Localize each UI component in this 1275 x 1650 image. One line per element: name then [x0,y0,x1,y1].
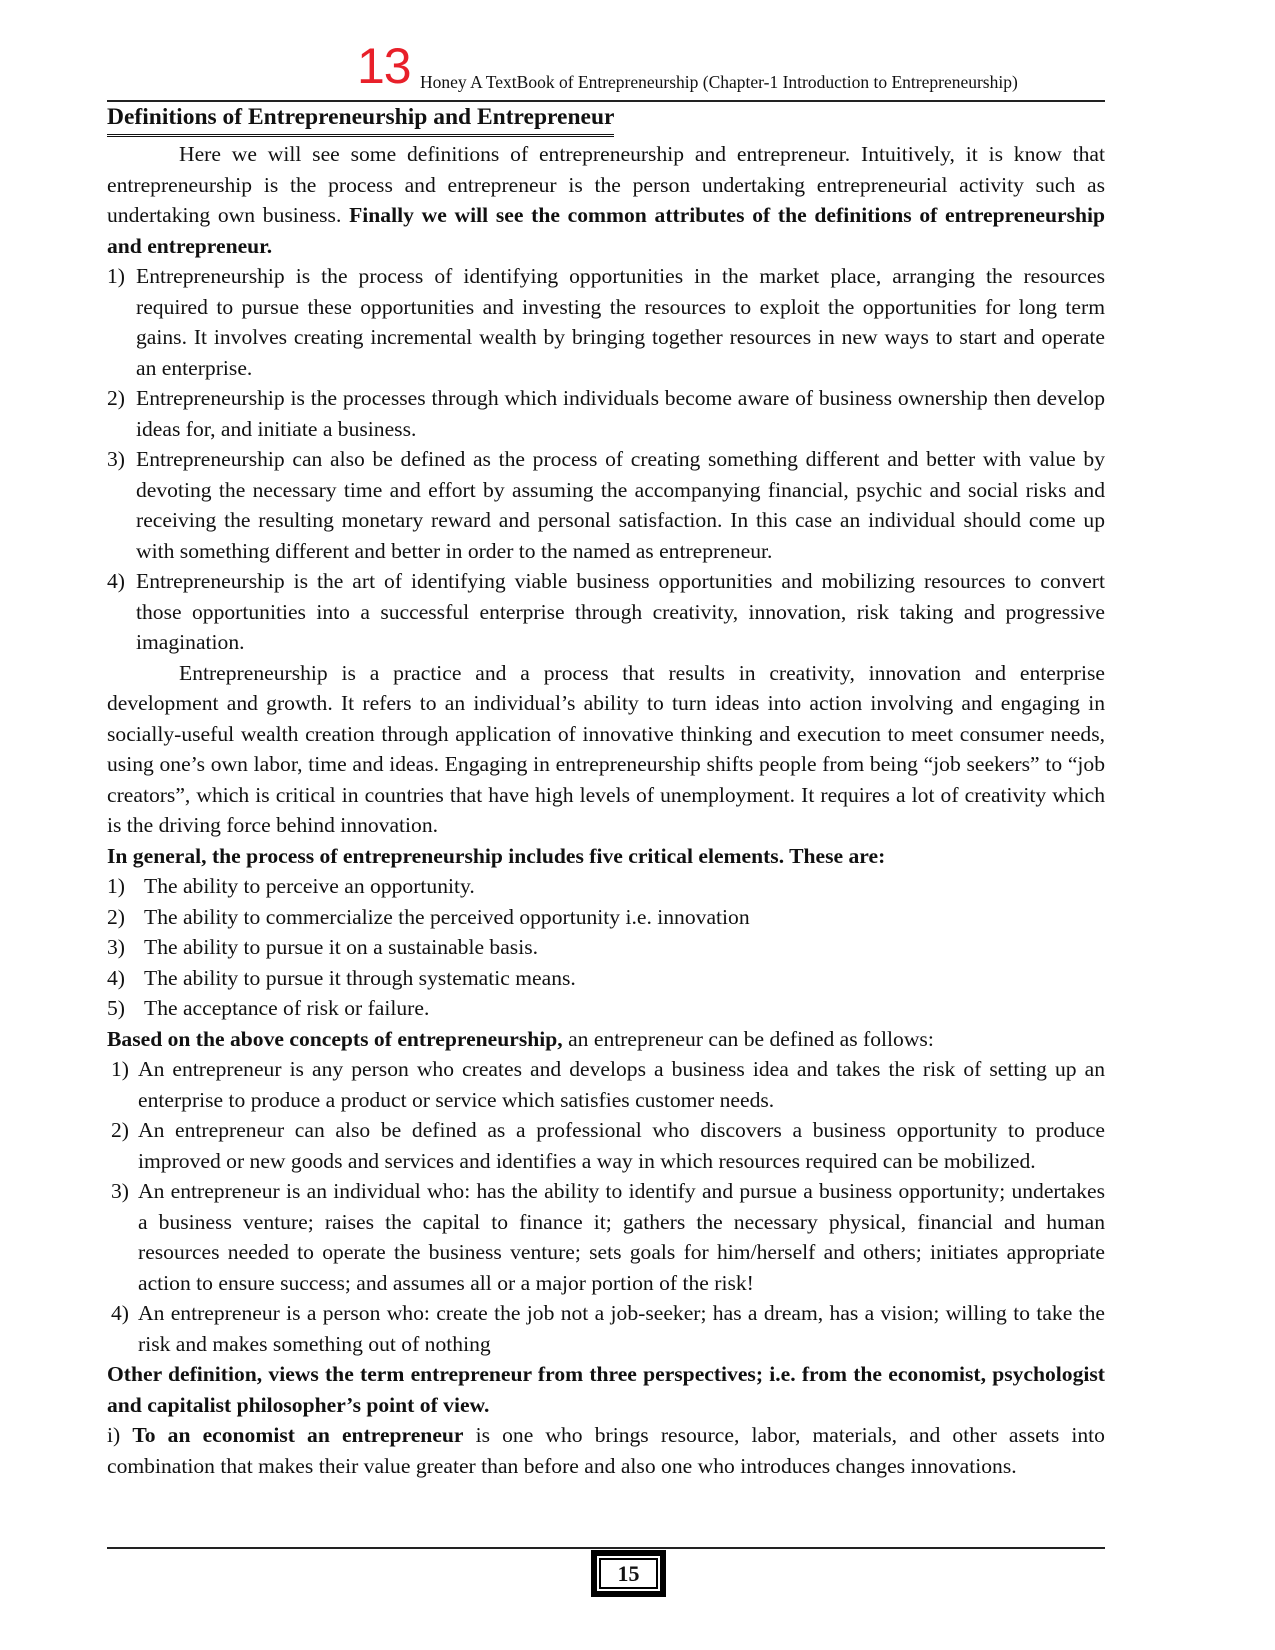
perspectives-title [107,1359,1105,1420]
list-item [107,932,1105,963]
list-text: Entrepreneurship is the process of identifying opportunities in the market place, arranging the resources required to pursue these opportunities and investing the resources to exploit the opportunities for long term gains. It involves creating incremental wealth by bringing together resources in new ways to start and operate an enterprise. [136,264,1105,380]
list-item [107,993,1105,1024]
list-text: An entrepreneur is any person who creates and develops a business idea and takes the risk of setting up an enterprise to produce a product or service which satisfies customer needs. [138,1057,1105,1112]
list-item [107,1298,1105,1359]
economist-paragraph [107,1420,1105,1481]
page-number-box [591,1550,666,1597]
list-number: 4) [111,1301,129,1325]
entrepreneurship-definitions-list [107,261,1105,658]
page-header [107,40,1105,102]
list-text: An entrepreneur is a person who: create the job not a job-seeker; has a dream, has a vision; willing to take the risk and makes something out of nothing [138,1301,1105,1356]
list-number: 1) [107,874,125,898]
list-text: Entrepreneurship is the art of identifying viable business opportunities and mobilizing resources to convert those opportunities into a successful enterprise through creativity, innovation, risk taking and progressive imagination. [136,569,1105,654]
list-text: An entrepreneur can also be defined as a professional who discovers a business opportunity to produce improved or new goods and services and identifies a way in which resources required can be mobilized. [138,1118,1105,1173]
perspectives-title-text: Other definition, views the term entrepreneur from three perspectives; i.e. from the economist, psychologist and capitalist philosopher’s point of view. [107,1362,1105,1417]
list-item [107,902,1105,933]
list-number: 3) [111,1179,129,1203]
list-number: 2) [107,904,125,929]
list-text: The ability to pursue it through systematic means. [144,965,576,990]
list-number: 3) [107,935,125,959]
economist-number: i) [107,1423,121,1447]
elements-title-text: In general, the process of entrepreneurship includes five critical elements. These are: [107,843,886,868]
list-text: The ability to perceive an opportunity. [144,874,475,898]
list-text: The ability to pursue it on a sustainable basis. [144,935,539,959]
list-text: An entrepreneur is an individual who: has the ability to identify and pursue a business opportunity; undertakes a business venture; raises the capital to finance it; gathers the necessary physical, financial and human resources needed to operate the business venture; sets goals for him/herself and others; initiates appropriate action to ensure success; and assumes all or a major portion of the risk! [138,1179,1105,1295]
list-item [107,1054,1105,1115]
list-item [107,1176,1105,1298]
entrepreneur-intro [107,1024,1105,1055]
list-item [107,963,1105,994]
list-text: The ability to commercialize the perceived opportunity i.e. innovation [144,904,750,929]
list-number: 1) [111,1057,129,1081]
list-item [107,871,1105,902]
list-number: 2) [107,386,125,410]
elements-title [107,841,1105,872]
list-item [107,1115,1105,1176]
list-number: 1) [107,264,125,288]
running-head: Honey A TextBook of Entrepreneurship (Chapter-1 Introduction to Entrepreneurship) [420,72,1018,92]
practice-paragraph: Entrepreneurship is a practice and a process that results in creativity, innovation and enterprise development and growth. It refers to an individual’s ability to turn ideas into action involving and engaging in socially-useful wealth creation through application of innovative thinking and execution to meet consumer needs, using one’s own labor, time and ideas. Engaging in entrepreneurship shifts people from being “job seekers” to “job creators”, which is critical in countries that have high levels of unemployment. It requires a lot of creativity which is the driving force behind innovation. [107,660,1105,837]
intro-paragraph [107,139,1105,261]
page-content [107,100,1105,1481]
section-heading: Definitions of Entrepreneurship and Entrepreneur [107,100,614,137]
list-text: The acceptance of risk or failure. [144,996,430,1020]
entrepreneur-definitions-list [107,1054,1105,1359]
page-number: 15 [599,1558,658,1589]
list-item [107,444,1105,566]
list-text: Entrepreneurship is the processes through which individuals become aware of business ownership then develop ideas for, and initiate a business. [136,386,1105,441]
elements-list [107,871,1105,1024]
economist-text: is one who brings resource, labor, materials, and other assets into combination that makes their value greater than before and also one who introduces changes innovations. [107,1423,1105,1478]
list-number: 4) [107,965,125,990]
list-number: 5) [107,996,125,1020]
list-text: Entrepreneurship can also be defined as the process of creating something different and better with value by devoting the necessary time and effort by assuming the accompanying financial, psychic and social risks and receiving the resulting monetary reward and personal satisfaction. In this case an individual should come up with something different and better in order to the named as entrepreneur. [136,447,1105,563]
list-item [107,261,1105,383]
economist-bold: To an economist an entrepreneur [132,1423,464,1447]
list-item [107,383,1105,444]
list-number: 4) [107,569,125,593]
footer-divider [107,1547,1105,1549]
list-item [107,566,1105,658]
chapter-number: 13 [357,38,411,94]
intro-text: Here we will see some definitions of entrepreneurship and entrepreneur. Intuitively, it is know that entrepreneurship is the process and entrepreneur is the person undertaking entrepreneurial activity such as undertaking own business. [107,142,1105,227]
list-number: 2) [111,1118,129,1142]
entrepreneur-intro-bold: Based on the above concepts of entrepreneurship, [107,1026,563,1051]
entrepreneur-intro-text: an entrepreneur can be defined as follows: [562,1026,934,1051]
list-number: 3) [107,447,125,471]
intro-bold: Finally we will see the common attributes of the definitions of entrepreneurship and entrepreneur. [107,203,1106,258]
